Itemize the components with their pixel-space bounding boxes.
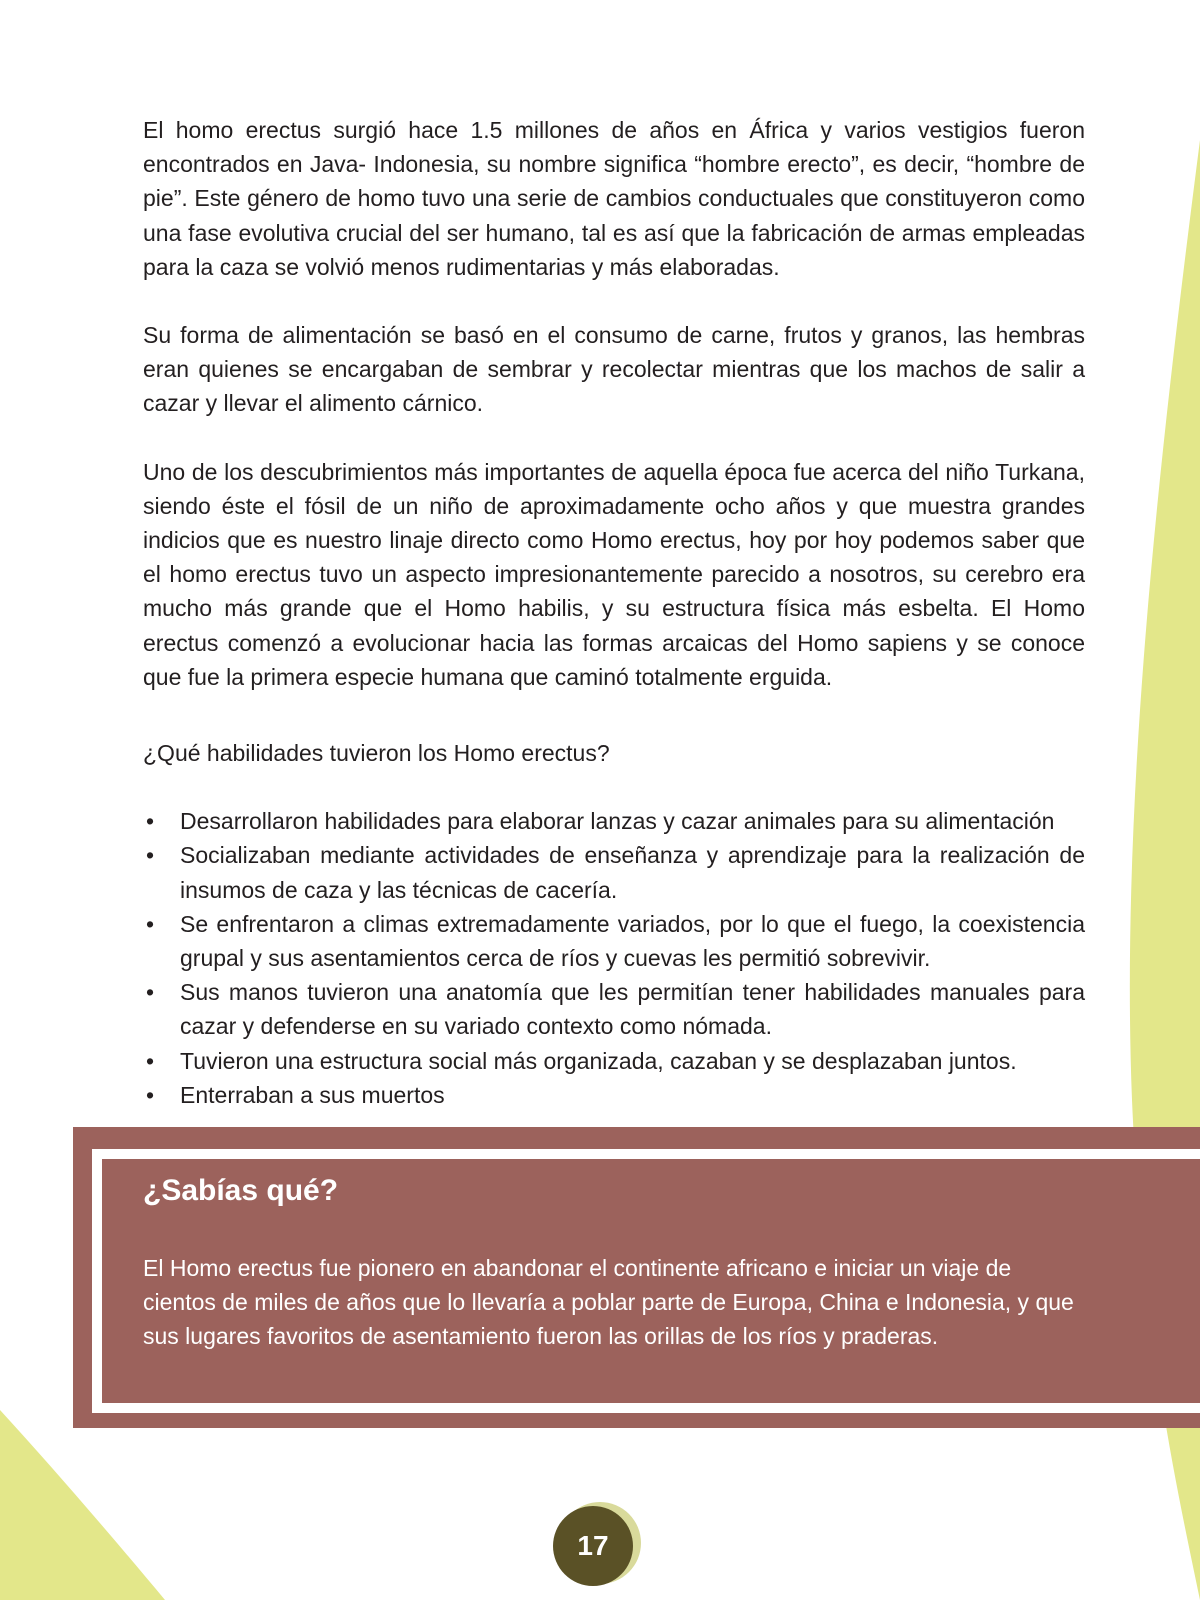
- main-content: [143, 113, 1085, 1112]
- list-item-text: Desarrollaron habilidades para elaborar lanzas y cazar animales para su alimentación: [180, 808, 1055, 835]
- did-you-know-callout: [73, 1127, 1200, 1428]
- list-item-text: Tuvieron una estructura social más organizada, cazaban y se desplazaban juntos.: [180, 1047, 1017, 1074]
- list-item-text: Socializaban mediante actividades de enseñanza y aprendizaje para la realización de insumos de caza y las técnicas de cacería.: [180, 842, 1085, 903]
- list-item: [143, 804, 1085, 838]
- bottom-left-lime-swoosh: [0, 1410, 165, 1600]
- bullet-icon: •: [145, 842, 155, 869]
- callout-title: ¿Sabías qué?: [143, 1174, 339, 1207]
- skills-list: [143, 804, 1085, 1112]
- list-item-text: Se enfrentaron a climas extremadamente variados, por lo que el fuego, la coexistencia grupal y sus asentamientos cerca de ríos y cuevas les permitió sobrevivir.: [180, 910, 1085, 972]
- bullet-icon: •: [145, 1047, 155, 1074]
- page-number-badge: [553, 1502, 639, 1588]
- list-item: [143, 1078, 1085, 1112]
- paragraph-turkana: Uno de los descubrimientos más importantes de aquella época fue acerca del niño Turkana, siendo éste el fósil de un niño de aproximadamente ocho años y que muestra grandes indicios que es nuestro linaje directo como Homo erectus, hoy por hoy podemos saber que el homo erectus tuvo un aspecto impresionantemente parecido a nosotros, su cerebro era mucho más grande que el Homo habilis, y su estructura física más esbelta. El Homo erectus comenzó a evolucionar hacia las formas arcaicas del Homo sapiens y se conoce que fue la primera especie humana que caminó totalmente erguida.: [143, 458, 1085, 690]
- bullet-icon: •: [145, 1081, 155, 1108]
- list-item: [143, 838, 1085, 906]
- page-number: 17: [553, 1506, 633, 1586]
- list-item-text: Enterraban a sus muertos: [180, 1081, 445, 1108]
- bullet-icon: •: [145, 808, 155, 835]
- list-item: [143, 1044, 1085, 1078]
- list-item: [143, 907, 1085, 975]
- callout-text: El Homo erectus fue pionero en abandonar el continente africano e iniciar un viaje de cientos de miles de años que lo llevaría a poblar parte de Europa, China e Indonesia, y que sus lugares favoritos de asentamiento fueron las orillas de los ríos y praderas.: [143, 1255, 1074, 1350]
- bullet-icon: •: [145, 910, 155, 937]
- bullet-icon: •: [145, 979, 155, 1006]
- list-item: [143, 975, 1085, 1043]
- paragraph-origin: El homo erectus surgió hace 1.5 millones de años en África y varios vestigios fueron encontrados en Java- Indonesia, su nombre significa “hombre erecto”, es decir, “hombre de pie”. Este género de homo tuvo una serie de cambios conductuales que constituyeron como una fase evolutiva crucial del ser humano, tal es así que la fabricación de armas empleadas para la caza se volvió menos rudimentarias y más elaboradas.: [143, 117, 1085, 280]
- list-item-text: Sus manos tuvieron una anatomía que les permitían tener habilidades manuales para cazar y defenderse en su variado contexto como nómada.: [180, 979, 1085, 1040]
- question-heading: ¿Qué habilidades tuvieron los Homo erectus?: [143, 740, 610, 767]
- paragraph-diet: Su forma de alimentación se basó en el consumo de carne, frutos y granos, las hembras eran quienes se encargaban de sembrar y recolectar mientras que los machos de salir a cazar y llevar el alimento cárnico.: [143, 322, 1085, 417]
